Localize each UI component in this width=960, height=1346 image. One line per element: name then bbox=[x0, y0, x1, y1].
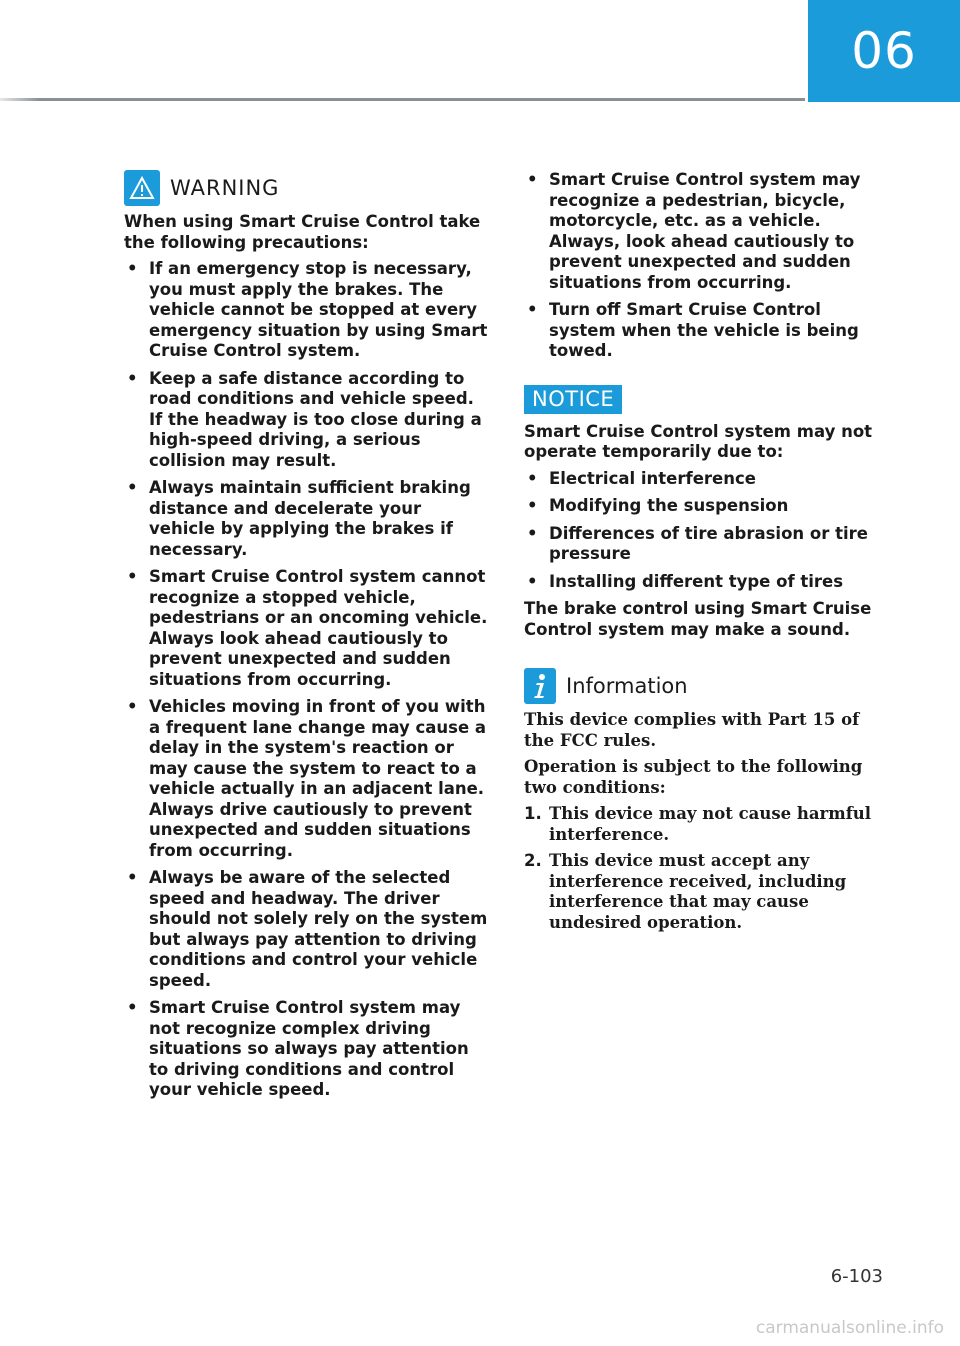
warning-item: • Smart Cruise Control system may not recognize complex driving situations so always pay attention to driving conditions and control your vehicle speed. bbox=[127, 998, 469, 1099]
warning-heading bbox=[124, 170, 489, 206]
header-rule bbox=[0, 98, 805, 101]
information-para-2: Operation is subject to the following two conditions: bbox=[524, 757, 863, 797]
warning-item: • Always be aware of the selected speed and headway. The driver should not solely rely on the system but always pay attention to driving conditions and control your vehicle speed. bbox=[127, 868, 488, 990]
warning-title: WARNING bbox=[170, 176, 280, 200]
information-para-1: This device complies with Part 15 of the FCC rules. bbox=[524, 710, 860, 750]
warning-item: • Smart Cruise Control system may recognize a pedestrian, bicycle, motorcycle, etc. as a vehicle. Always, look ahead cautiously to prevent unexpected and sudden situations from occurring. bbox=[527, 170, 861, 292]
notice-item: • Installing different type of tires bbox=[527, 571, 844, 591]
information-list bbox=[524, 804, 886, 933]
warning-item: • Smart Cruise Control system cannot recognize a stopped vehicle, pedestrians or an oncoming vehicle. Always look ahead cautiously to prevent unexpected and sudden situations from occurring. bbox=[127, 567, 488, 689]
information-heading bbox=[524, 668, 886, 704]
information-title: Information bbox=[566, 674, 688, 698]
left-column bbox=[124, 170, 489, 1108]
info-icon bbox=[524, 668, 556, 704]
notice-outro: The brake control using Smart Cruise Control system may make a sound. bbox=[524, 599, 872, 639]
right-column bbox=[524, 170, 886, 939]
notice-title: NOTICE bbox=[524, 385, 622, 414]
information-item: 2. This device must accept any interference received, including interference that may cause undesired operation. bbox=[524, 851, 847, 932]
notice-item: • Differences of tire abrasion or tire pressure bbox=[527, 523, 869, 563]
information-item: 1. This device may not cause harmful interference. bbox=[524, 804, 872, 844]
warning-intro: When using Smart Cruise Control take the following precautions: bbox=[124, 212, 481, 252]
notice-item: • Modifying the suspension bbox=[527, 496, 789, 515]
warning-item: • If an emergency stop is necessary, you must apply the brakes. The vehicle cannot be stopped at every emergency situation by using Smart Cruise Control system. bbox=[127, 259, 488, 360]
warning-item: • Keep a safe distance according to road conditions and vehicle speed. If the headway is too close during a high-speed driving, a serious collision may result. bbox=[127, 368, 482, 470]
warning-list bbox=[124, 259, 489, 1101]
warning-list-continued bbox=[524, 170, 886, 362]
warning-item: • Vehicles moving in front of you with a frequent lane change may cause a delay in the system's reaction or may cause the system to react to a vehicle actually in an adjacent lane. Always drive cautiously to prevent unexpected and sudden situations from occurring. bbox=[127, 697, 487, 860]
notice-intro: Smart Cruise Control system may not operate temporarily due to: bbox=[524, 421, 873, 461]
notice-item: • Electrical interference bbox=[527, 468, 756, 488]
chapter-number: 06 bbox=[851, 22, 917, 80]
warning-icon bbox=[124, 170, 160, 206]
chapter-tab bbox=[808, 0, 960, 102]
notice-list bbox=[524, 469, 886, 593]
header-rule-fade bbox=[0, 98, 40, 101]
page-number: 6-103 bbox=[830, 1266, 883, 1287]
warning-item: • Always maintain sufficient braking distance and decelerate your vehicle by applying the brakes if necessary. bbox=[127, 478, 471, 559]
watermark: carmanualsonline.info bbox=[755, 1318, 944, 1338]
warning-item: • Turn off Smart Cruise Control system when the vehicle is being towed. bbox=[527, 300, 859, 360]
